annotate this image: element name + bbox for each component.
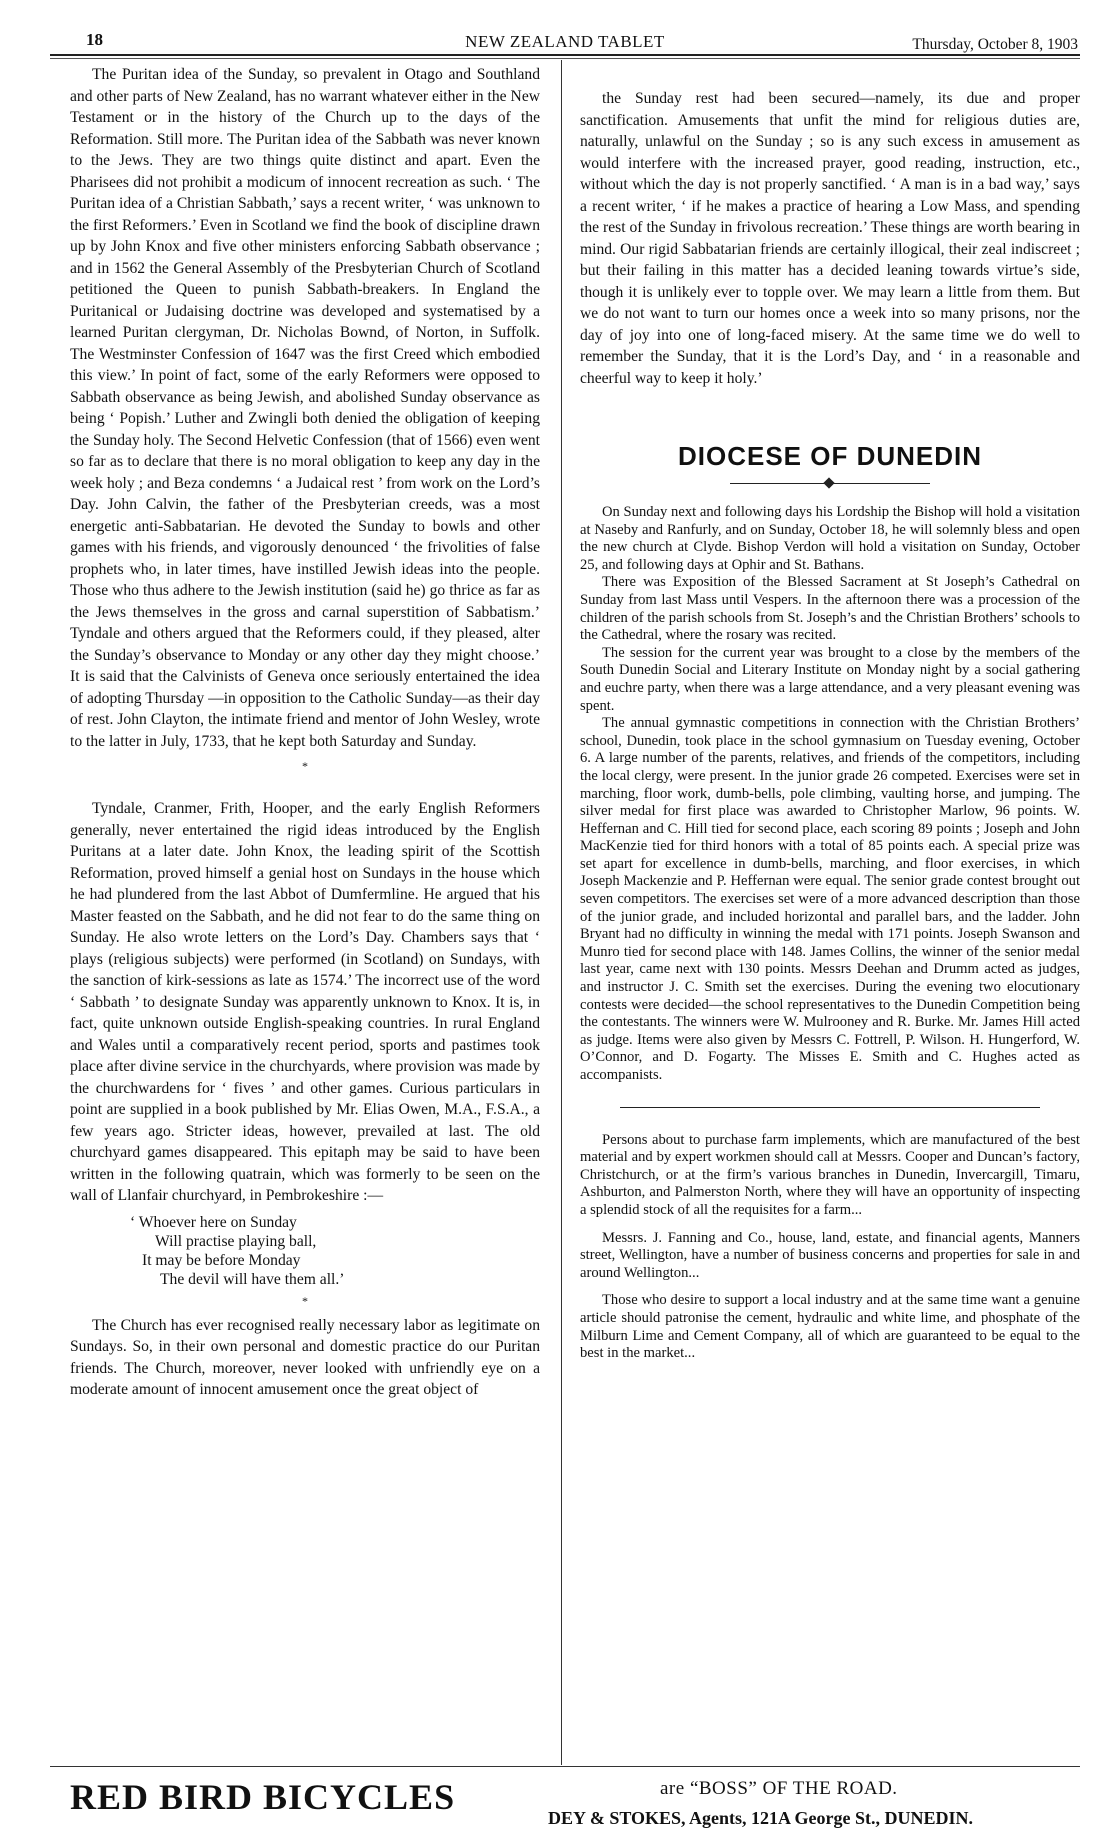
column-divider [561,60,562,1765]
article-paragraph-reformers: Tyndale, Cranmer, Frith, Hooper, and the early English Reformers generally, never entertained the rigid ideas introduced by the English Puritans at a later date. John Knox, the leading spirit of the Scottish Reformation, proved himself a genial host on Sundays in the house which he had plundered from the last Abbot of Dumfermline. He argued that his Master feasted on the Sabbath, and he did not fear to do the same thing on Sunday. He also wrote letters on the Lord’s Day. Chambers says that ‘ plays (religious subjects) were performed (in Scotland) on Sundays, with the sanction of kirk-sessions as late as 1574.’ The incorrect use of the word ‘ Sabbath ’ to designate Sunday was apparently unknown to Knox. It is, in fact, quite unknown outside English-speaking countries. In rural England and Wales until a comparatively recent period, sports and pastimes took place after divine service in the churchyards, where provision was made by the churchwardens for ‘ fives ’ and other games. Curious particulars in point are supplied in a book published by Mr. Elias Owen, M.A., F.S.A., a few years ago. Stricter ideas, however, prevailed at last. The old churchyard games disappeared. This epitaph may be said to have been written in the following quatrain, which was formerly to be seen on the wall of Llanfair churchyard, in Pembrokeshire :— [70,800,540,1204]
section-rule [620,1107,1040,1108]
footer-rule [50,1766,1080,1767]
verse-line: Will practise playing ball, [155,1232,317,1250]
verse-line: ‘ Whoever here on Sunday [130,1213,297,1231]
notice-fanning-agents: Messrs. J. Fanning and Co., house, land, estate, and financial agents, Manners street, Wellington, have a number of business concerns and properties for sale in and around Wellington... [580,1229,1080,1281]
section-star-divider: * [302,1293,308,1308]
left-column [70,64,540,1401]
header-rule [50,54,1080,56]
news-item-literary-institute: The session for the current year was brought to a close by the members of the South Dunedin Social and Literary Institute on Monday night by a social gathering and euchre party, when there was a large attendance, and a very pleasant evening was spent. [580,644,1080,714]
ad-agents-text: DEY & STOKES, Agents, 121A George St., [548,1808,881,1828]
ad-brand: RED BIRD BICYCLES [70,1777,456,1817]
article-paragraph-church-labor: The Church has ever recognised really necessary labor as legitimate on Sundays. So, in their own personal and domestic practice do our Puritan friends. The Church, moreover, never looked with unfriendly eye on a moderate amount of innocent amusement once the great object of [70,1316,540,1398]
page-number: 18 [86,30,103,49]
ad-agents [548,1808,973,1829]
quatrain [70,1213,540,1289]
newspaper-title: NEW ZEALAND TABLET [465,32,665,51]
section-star-divider: * [302,759,308,773]
diamond-icon [823,477,834,488]
ad-tagline: are “BOSS” OF THE ROAD. [660,1778,898,1799]
news-item-exposition: There was Exposition of the Blessed Sacrament at St Joseph’s Cathedral on Sunday from last Mass until Vespers. In the afternoon there was a procession of the children of the parish schools from St. Joseph’s and the Christian Brothers’ schools to the Cathedral, where the rosary was recited. [580,574,1080,644]
spacer [580,1282,1080,1292]
heading-ornament [730,478,930,488]
news-item-visitation: On Sunday next and following days his Lordship the Bishop will hold a visitation at Naseby and Ranfurly, and on Sunday, October 18, he will solemnly bless and open the new church at Clyde. Bishop Verdon will hold a visitation on Sunday, October 25, and following days at Ophir and St. Bathans. [580,504,1080,573]
page-header [50,30,1080,56]
news-item-gymnastics: The annual gymnastic competitions in connection with the Christian Brothers’ school, Dunedin, took place in the school gymnasium on Tuesday evening, October 6. A large number of the parents, relatives, and friends of the competitors, including the local clergy, were present. In the junior grade 26 competed. Exercises were set in marching, floor work, dumb-bells, pole climbing, vaulting horse, and jumping. The silver medal for first place was awarded to Christopher Marlow, 96 points. W. Heffernan and C. Hill tied for second place, each scoring 89 points ; Joseph and John MacKenzie tied for third honors with a total of 85 points each. A special prize was set apart for excellence in dumb-bells, marching, and floor exercises, in which Joseph Mackenzie and P. Heffernan were equal. The senior grade contest brought out seven competitors. The exercises set were of a more advanced description than those of the junior grade, and included horizontal and parallel bars, and the ladder. John Bryant had no difficulty in winning the medal with 171 points. Joseph Swanson and Munro tied for second place with 148. James Collins, the winner of the senior medal last year, came next with 130 points. Messrs Deehan and Drumm acted as judges, and instructor J. C. Smith set the exercises. During the evening two elocutionary contests were decided—the school representatives to the Dunedin Competition being the contestants. The winners were W. Mulrooney and R. Burke. Mr. James Hill acted as judge. Items were also given by Messrs C. Fottrell, P. Wilson. H. Hungerford, W. O’Connor, and D. Fogarty. The Misses E. Smith and C. Hughes acted as accompanists. [580,715,1080,1083]
verse-line: The devil will have them all.’ [160,1270,345,1288]
ad-city: DUNEDIN. [884,1808,974,1828]
article-paragraph-puritan-idea: The Puritan idea of the Sunday, so prevalent in Otago and Southland and other parts of New Zealand, has no warrant whatever either in the New Testament or in the history of the Church up to the days of the Reformation. Still more. The Puritan idea of the Sabbath was never known to the Jews. They are two things quite distinct and apart. Even the Pharisees did not prohibit a modicum of innocent recreation as such. ‘ The Puritan idea of a Christian Sabbath,’ says a recent writer, ‘ was unknown to the first Reformers.’ Even in Scotland we find the book of discipline drawn up by John Knox and five other ministers enforcing Sabbath observance ; and in 1562 the General Assembly of the Presbyterian Church of Scotland petitioned the Queen to punish Sabbath-breakers. In England the Puritanical or Judaising doctrine was developed and systematised by a learned Puritan clergyman, Dr. Nicholas Bownd, of Norton, in Suffolk. The Westminster Confession of 1647 was the first Creed which embodied this view.’ In point of fact, some of the early Reformers were opposed to Sabbath observance as being Jewish, and abolished Sunday observance as being ‘ Popish.’ Luther and Zwingli both denied the obligation of keeping the Sunday holy. The Second Helvetic Confession (that of 1566) even went so far as to declare that there is no moral obligation to keep any day in the week holy ; and Beza condemns ‘ a Judaical rest ’ from work on the Lord’s Day. John Calvin, the father of the Presbyterian creeds, was a most energetic anti-Sabbatarian. He devoted the Sunday to bowls and other games with his friends, and vigorously denounced ‘ the frivolities of false prophets who, in later times, have instilled Jewish ideas into the people. Those who thus adhere to the Jewish institution (said he) go thrice as far as the Jews themselves in the gross and carnal superstition of Sabbatism.’ Tyndale and others argued that the Reformers could, if they pleased, alter the Sunday’s observance to Monday or any other day they might choose.’ It is said that the Calvinists of Geneva once seriously entertained the idea of adopting Thursday —in opposition to the Catholic Sunday—as their day of rest. John Clayton, the intimate friend and mentor of John Wesley, wrote to the latter in July, 1733, that he kept both Saturday and Sunday. [70,66,540,750]
right-column [580,88,1080,1363]
header-rule-thin [50,58,1080,59]
section-heading-diocese: DIOCESE OF DUNEDIN [677,441,983,471]
article-paragraph-sunday-rest: the Sunday rest had been secured—namely, its due and proper sanctification. Amusements that unfit the mind for religious duties are, naturally, unlawful on the Sunday ; so is any such excess in amusement as would interfere with the increased prayer, good reading, instruction, etc., without which the day is not properly sanctified. ‘ A man is in a bad way,’ says a recent writer, ‘ if he makes a practice of hearing a Low Mass, and spending the rest of the Sunday in frivolous recreation.’ These things are worth bearing in mind. Our rigid Sabbatarian friends are certainly illogical, their zeal indiscreet ; but their failing in this matter has a decided leaning towards virtue’s side, though it is unlikely ever to topple over. We may learn a little from them. But we do not want to turn our homes once a week into so many prisons, nor the day of joy into one of long-faced misery. At the same time we do well to remember the Sunday, that it is the Lord’s Day, and ‘ in a reasonable and cheerful way to keep it holy.’ [580,90,1080,387]
issue-date: Thursday, October 8, 1903 [912,36,1078,53]
notice-milburn-lime: Those who desire to support a local industry and at the same time want a genuine article should patronise the cement, hydraulic and white lime, and phosphate of the Milburn Lime and Cement Company, all of which are guaranteed to be equal to the best in the market... [580,1292,1080,1362]
notice-farm-implements: Persons about to purchase farm implements, which are manufactured of the best material and by expert workmen should call at Messrs. Cooper and Duncan’s factory, Christchurch, or at the firm’s various branches in Dunedin, Invercargill, Timaru, Ashburton, and Palmerston North, where they will have an opportunity of inspecting a splendid stock of all the requisites for a farm... [580,1131,1080,1218]
spacer [580,1220,1080,1230]
verse-line: It may be before Monday [142,1251,301,1269]
